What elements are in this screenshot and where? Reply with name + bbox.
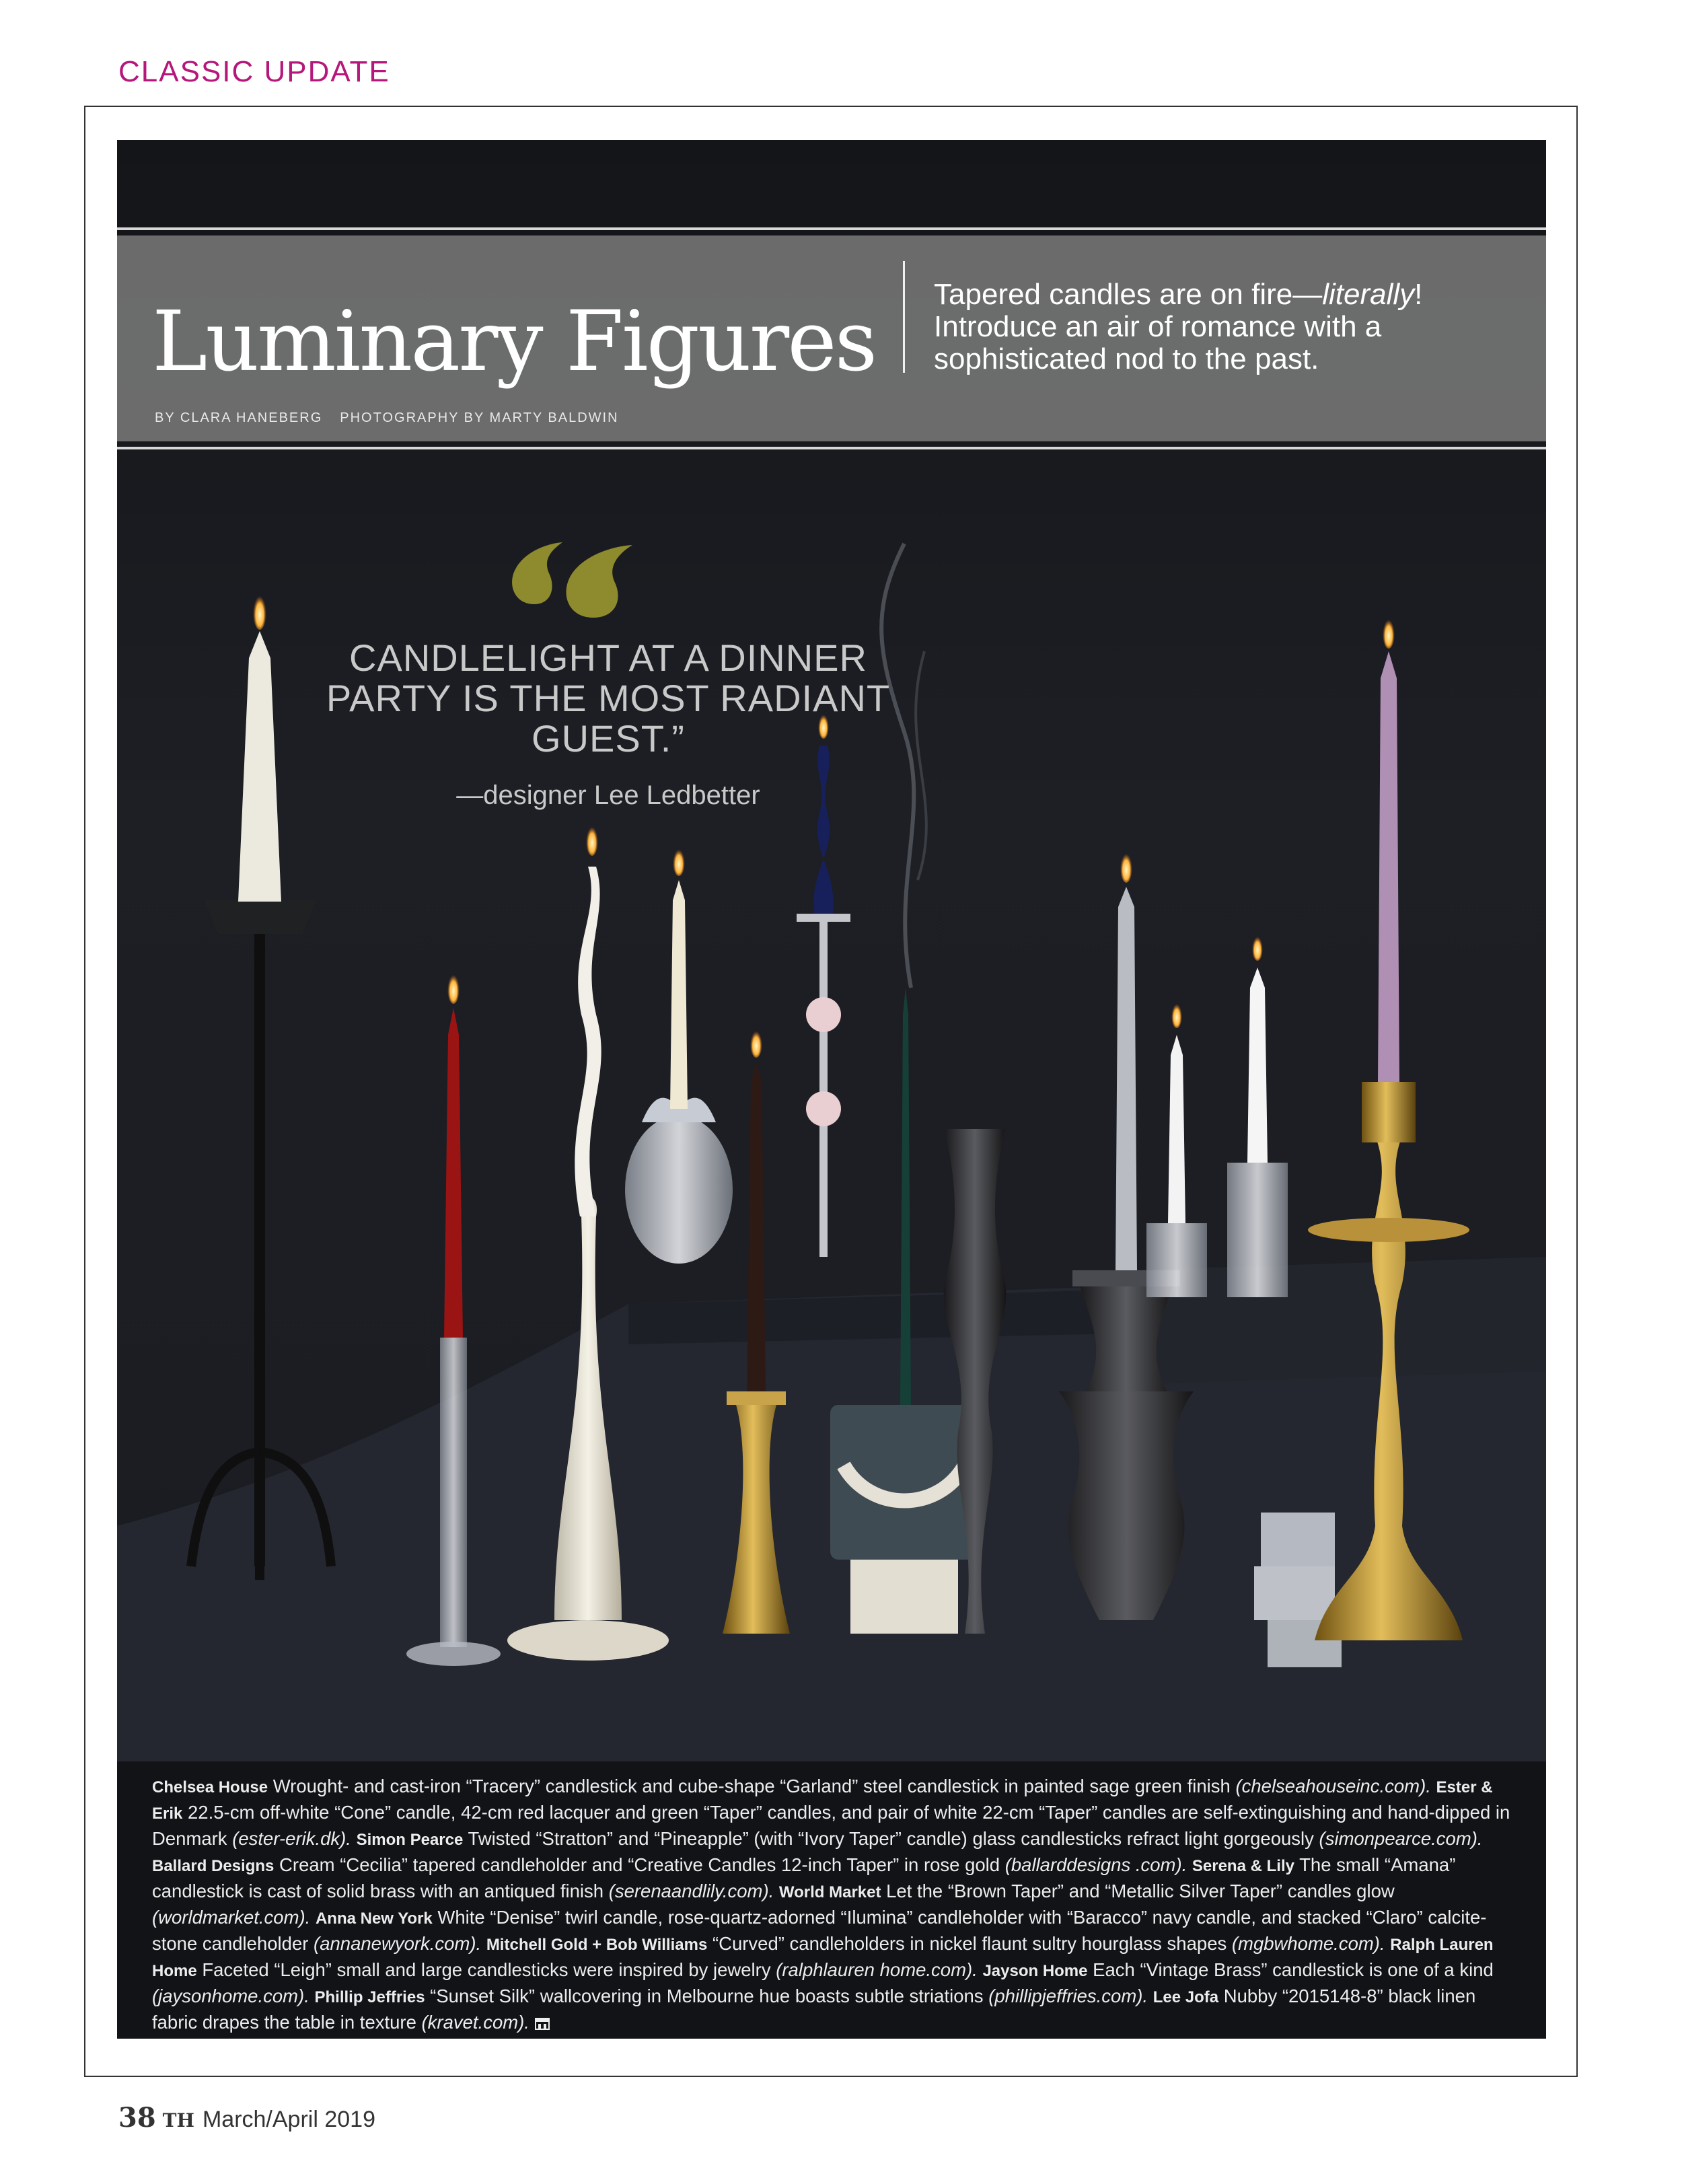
credit-text: Let the “Brown Taper” and “Metallic Silver Taper” candles glow [881, 1881, 1395, 1901]
credit-brand: Ballard Designs [152, 1857, 275, 1875]
credit-brand: World Market [778, 1883, 881, 1901]
byline [155, 410, 619, 426]
credit-text: “Curved” candleholders in nickel flaunt sultry hourglass shapes [707, 1933, 1232, 1954]
open-quote-icon [507, 517, 642, 624]
credit-text: Wrought- and cast-iron “Tracery” candlestick and cube-shape “Garland” steel candlestick in painted sage green finish [268, 1776, 1236, 1796]
header-divider [903, 261, 905, 373]
credit-item [152, 1854, 1187, 1875]
credit-text: Each “Vintage Brass” candlestick is one of a kind [1087, 1959, 1494, 1980]
deck-end: ! Introduce an air of romance with a sophisticated nod to the past. [934, 278, 1423, 375]
page-number: 38 [118, 2102, 156, 2134]
credit-brand: Jayson Home [982, 1962, 1088, 1980]
credit-item [314, 1986, 1148, 2006]
credit-text: 22.5-cm off-white “Cone” candle, 42-cm red lacquer and green “Taper” candles, and pair of white 22-cm “Taper” candles are self-extinguishing and hand-dipped in Denmark [152, 1802, 1510, 1849]
credit-text: The small “Amana” candlestick is cast of solid brass with an antiqued finish [152, 1854, 1456, 1901]
byline-author: BY CLARA HANEBERG [155, 410, 323, 425]
house-end-icon [535, 2018, 550, 2030]
credit-brand: Lee Jofa [1153, 1988, 1219, 2006]
credit-brand: Ralph Lauren Home [152, 1936, 1494, 1980]
headline: Luminary Figures [152, 293, 876, 390]
header-rule-bottom [117, 447, 1546, 449]
hero-photo [117, 140, 1546, 2039]
credit-source: (mgbwhome.com). [1231, 1933, 1385, 1954]
credit-text: Twisted “Stratton” and “Pineapple” (with “Ivory Taper” candle) glass candlesticks refract light gorgeously [463, 1828, 1319, 1849]
credit-text: Faceted “Leigh” small and large candlesticks were inspired by jewelry [196, 1959, 776, 1980]
page-footer [118, 2102, 375, 2134]
pull-quote: CANDLELIGHT AT A DINNER PARTY IS THE MOST RADIANT GUEST.” [326, 636, 891, 760]
credit-brand: Mitchell Gold + Bob Williams [486, 1936, 708, 1954]
credit-item [152, 1776, 1431, 1796]
deck [934, 279, 1512, 375]
credit-source: (kravet.com). [421, 2012, 529, 2033]
byline-photographer: PHOTOGRAPHY BY MARTY BALDWIN [340, 410, 619, 425]
credit-source: (serenaandlily.com). [608, 1881, 774, 1901]
credit-brand: Anna New York [315, 1909, 433, 1928]
credit-text: White “Denise” twirl candle, rose-quartz-adorned “Ilumina” candleholder with “Baracco” navy candle, and stacked “Claro” calcite-stone candleholder [152, 1907, 1487, 1954]
credit-source: (chelseahouseinc.com). [1235, 1776, 1431, 1796]
section-label: CLASSIC UPDATE [118, 55, 390, 88]
credit-brand: Chelsea House [152, 1778, 268, 1796]
credit-text: “Sunset Silk” wallcovering in Melbourne hue boasts subtle striations [425, 1986, 989, 2006]
credit-source: (jaysonhome.com). [152, 1986, 309, 2006]
credit-text: Cream “Cecilia” tapered candleholder and “Creative Candles 12-inch Taper” in rose gold [274, 1854, 1005, 1875]
header-rule-top [117, 227, 1546, 230]
credit-source: (ester-erik.dk). [232, 1828, 351, 1849]
issue-date: March/April 2019 [202, 2107, 375, 2132]
credit-source: (phillipjeffries.com). [988, 1986, 1148, 2006]
product-credits [152, 1774, 1514, 2035]
deck-start: Tapered candles are on fire— [934, 278, 1323, 311]
pull-quote-attribution: —designer Lee Ledbetter [456, 780, 760, 810]
credit-brand: Phillip Jeffries [314, 1988, 425, 2006]
credit-source: (ballarddesigns .com). [1004, 1854, 1187, 1875]
credit-source: (simonpearce.com). [1319, 1828, 1483, 1849]
credit-source: (ralphlauren home.com). [776, 1959, 978, 1980]
credit-brand: Ester & Erik [152, 1778, 1493, 1823]
magazine-abbrev: TH [162, 2109, 194, 2132]
credit-item [486, 1933, 1385, 1954]
credit-brand: Simon Pearce [356, 1831, 464, 1849]
deck-italic: literally [1322, 278, 1415, 311]
credit-source: (worldmarket.com). [152, 1907, 311, 1928]
credit-brand: Serena & Lily [1192, 1857, 1294, 1875]
credit-text: Nubby “2015148-8” black linen fabric drapes the table in texture [152, 1986, 1476, 2033]
credit-source: (annanewyork.com). [314, 1933, 482, 1954]
credit-item [357, 1828, 1483, 1849]
